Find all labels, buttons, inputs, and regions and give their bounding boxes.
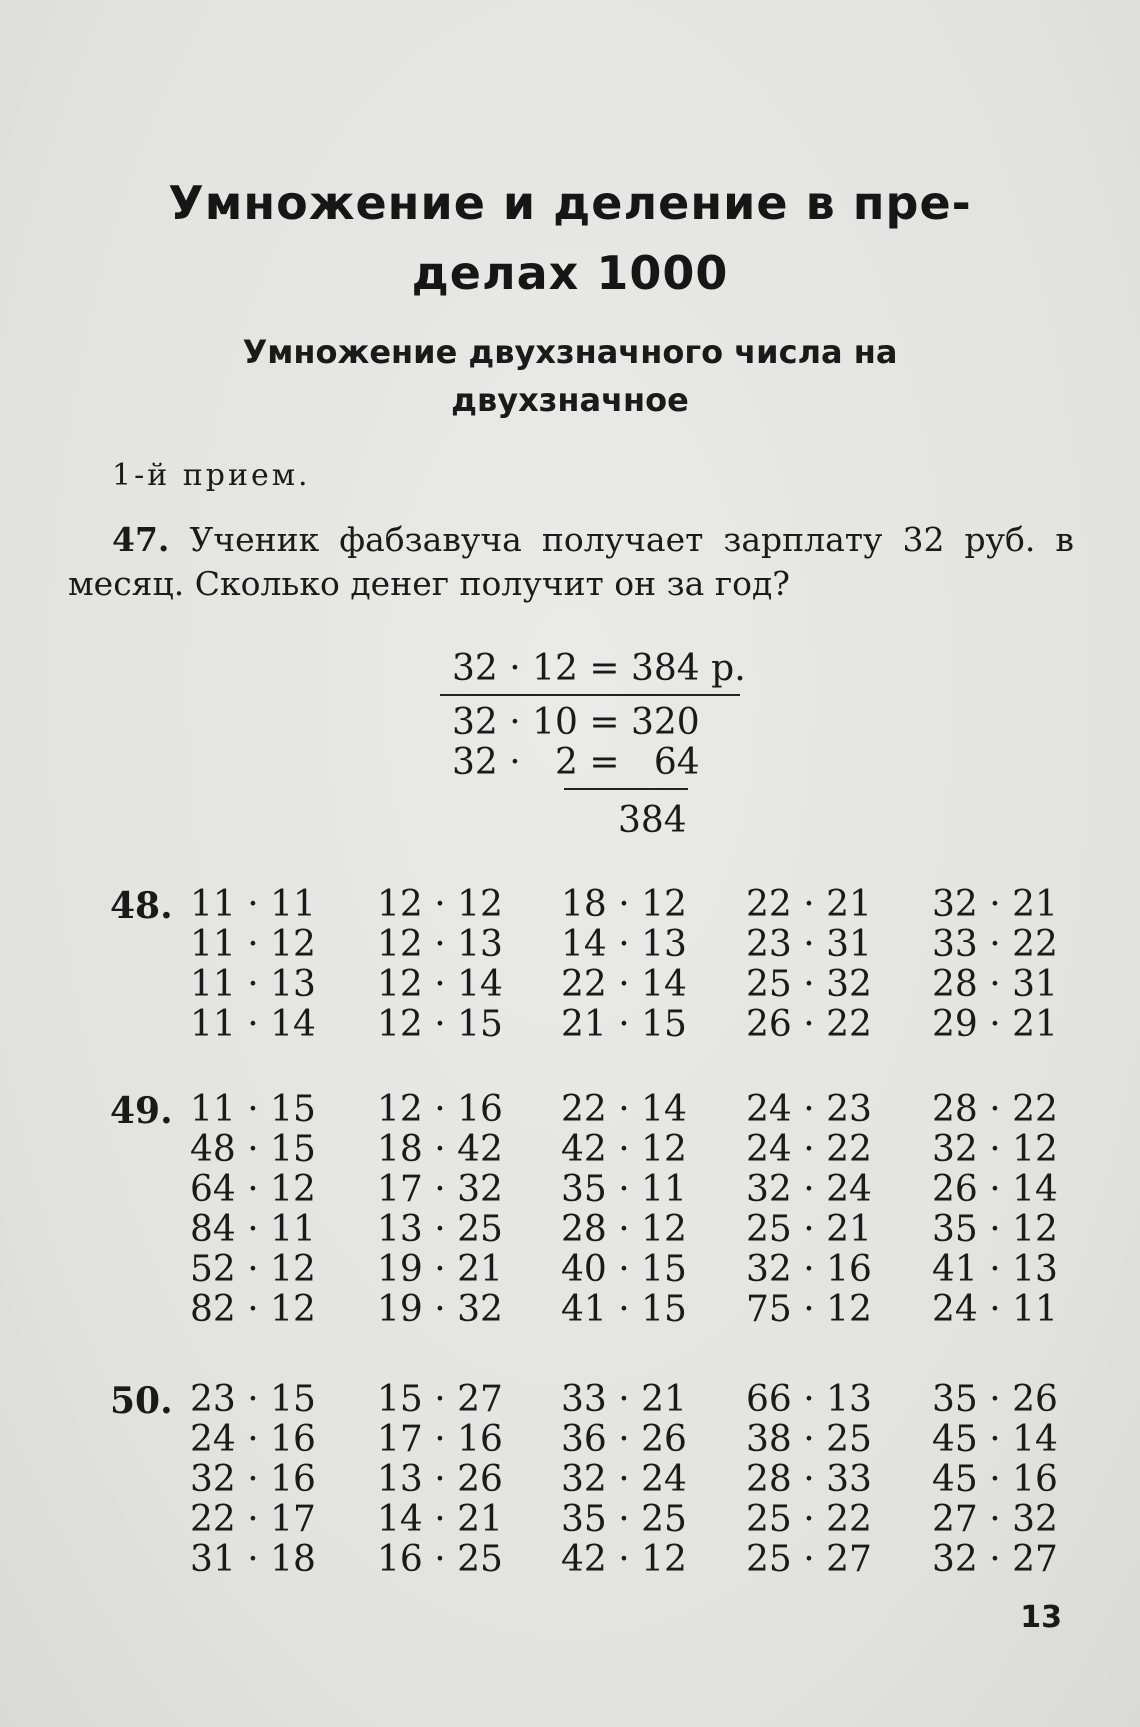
expression-cell: 12 · 13 <box>377 924 503 965</box>
expression-cell: 52 · 12 <box>190 1249 316 1290</box>
expression-cell: 12 · 15 <box>377 1004 503 1045</box>
chapter-title-line2: делах 1000 <box>411 246 729 300</box>
expression-cell: 82 · 12 <box>190 1289 316 1330</box>
expression-cell: 48 · 15 <box>190 1129 316 1170</box>
expression-cell: 12 · 14 <box>377 964 503 1005</box>
expression-cell: 18 · 42 <box>377 1129 503 1170</box>
expression-cell: 32 · 27 <box>932 1539 1058 1580</box>
chapter-title <box>60 168 1080 308</box>
expression-cell: 35 · 12 <box>932 1209 1058 1250</box>
expression-cell: 14 · 21 <box>377 1499 503 1540</box>
expression-cell: 15 · 27 <box>377 1379 503 1420</box>
expression-cell: 28 · 33 <box>746 1459 872 1500</box>
expression-cell: 19 · 21 <box>377 1249 503 1290</box>
expression-cell: 32 · 24 <box>746 1169 872 1210</box>
expression-cell: 32 · 24 <box>561 1459 687 1500</box>
expression-cell: 45 · 16 <box>932 1459 1058 1500</box>
expression-cell: 25 · 21 <box>746 1209 872 1250</box>
expression-cell: 24 · 23 <box>746 1089 872 1130</box>
problem-number: 47. <box>112 520 170 559</box>
expression-cell: 40 · 15 <box>561 1249 687 1290</box>
expression-cell: 11 · 14 <box>190 1004 316 1045</box>
expression-cell: 32 · 16 <box>190 1459 316 1500</box>
expression-cell: 84 · 11 <box>190 1209 316 1250</box>
chapter-title-line1: Умножение и деление в пре- <box>168 176 972 230</box>
problem-text: Ученик фабзавуча получает зарплату 32 руб. в месяц. Сколько денег получит он за год? <box>68 520 1074 603</box>
expression-cell: 16 · 25 <box>377 1539 503 1580</box>
expression-cell: 36 · 26 <box>561 1419 687 1460</box>
solution-divider <box>440 694 740 696</box>
expression-cell: 35 · 26 <box>932 1379 1058 1420</box>
expression-cell: 42 · 12 <box>561 1129 687 1170</box>
exercise-50-grid <box>190 1380 1092 1580</box>
expression-cell: 24 · 16 <box>190 1419 316 1460</box>
expression-cell: 32 · 16 <box>746 1249 872 1290</box>
expression-cell: 28 · 12 <box>561 1209 687 1250</box>
expression-cell: 14 · 13 <box>561 924 687 965</box>
expression-cell: 11 · 11 <box>190 884 316 925</box>
expression-cell: 45 · 14 <box>932 1419 1058 1460</box>
expression-cell: 25 · 22 <box>746 1499 872 1540</box>
expression-cell: 35 · 25 <box>561 1499 687 1540</box>
expression-cell: 24 · 11 <box>932 1289 1058 1330</box>
expression-cell: 35 · 11 <box>561 1169 687 1210</box>
expression-cell: 41 · 15 <box>561 1289 687 1330</box>
expression-cell: 26 · 14 <box>932 1169 1058 1210</box>
expression-cell: 38 · 25 <box>746 1419 872 1460</box>
expression-cell: 13 · 26 <box>377 1459 503 1500</box>
expression-cell: 33 · 22 <box>932 924 1058 965</box>
expression-cell: 28 · 31 <box>932 964 1058 1005</box>
solution-result: 32 · 12 = 384 р. <box>452 648 746 689</box>
expression-cell: 21 · 15 <box>561 1004 687 1045</box>
expression-cell: 17 · 16 <box>377 1419 503 1460</box>
expression-cell: 29 · 21 <box>932 1004 1058 1045</box>
solution-step2: 32 · 2 = 64 <box>452 742 700 783</box>
expression-cell: 32 · 12 <box>932 1129 1058 1170</box>
expression-cell: 27 · 32 <box>932 1499 1058 1540</box>
exercise-number: 49. <box>110 1090 173 1132</box>
solution-step1: 32 · 10 = 320 <box>452 702 700 743</box>
problem-47 <box>68 518 1074 606</box>
expression-cell: 11 · 15 <box>190 1089 316 1130</box>
exercise-48-grid <box>190 885 1092 1045</box>
section-title-line2: двухзначное <box>451 381 689 419</box>
expression-cell: 25 · 32 <box>746 964 872 1005</box>
expression-cell: 26 · 22 <box>746 1004 872 1045</box>
expression-cell: 42 · 12 <box>561 1539 687 1580</box>
expression-cell: 31 · 18 <box>190 1539 316 1580</box>
section-title-line1: Умножение двухзначного числа на <box>242 333 898 371</box>
expression-cell: 41 · 13 <box>932 1249 1058 1290</box>
expression-cell: 12 · 12 <box>377 884 503 925</box>
method-label: 1-й прием. <box>112 458 311 493</box>
expression-cell: 64 · 12 <box>190 1169 316 1210</box>
expression-cell: 17 · 32 <box>377 1169 503 1210</box>
expression-cell: 23 · 31 <box>746 924 872 965</box>
section-title <box>100 328 1040 424</box>
expression-cell: 18 · 12 <box>561 884 687 925</box>
expression-cell: 11 · 12 <box>190 924 316 965</box>
expression-cell: 25 · 27 <box>746 1539 872 1580</box>
exercise-number: 50. <box>110 1380 173 1422</box>
expression-cell: 24 · 22 <box>746 1129 872 1170</box>
expression-cell: 75 · 12 <box>746 1289 872 1330</box>
expression-cell: 22 · 14 <box>561 1089 687 1130</box>
expression-cell: 22 · 17 <box>190 1499 316 1540</box>
expression-cell: 22 · 14 <box>561 964 687 1005</box>
expression-cell: 12 · 16 <box>377 1089 503 1130</box>
page-number: 13 <box>1020 1600 1062 1635</box>
exercise-number: 48. <box>110 885 173 927</box>
expression-cell: 66 · 13 <box>746 1379 872 1420</box>
solution-sum: 384 <box>618 800 687 841</box>
expression-cell: 22 · 21 <box>746 884 872 925</box>
expression-cell: 32 · 21 <box>932 884 1058 925</box>
exercise-49-grid <box>190 1090 1092 1330</box>
expression-cell: 28 · 22 <box>932 1089 1058 1130</box>
expression-cell: 19 · 32 <box>377 1289 503 1330</box>
sum-divider <box>564 788 688 790</box>
expression-cell: 11 · 13 <box>190 964 316 1005</box>
expression-cell: 13 · 25 <box>377 1209 503 1250</box>
expression-cell: 23 · 15 <box>190 1379 316 1420</box>
expression-cell: 33 · 21 <box>561 1379 687 1420</box>
